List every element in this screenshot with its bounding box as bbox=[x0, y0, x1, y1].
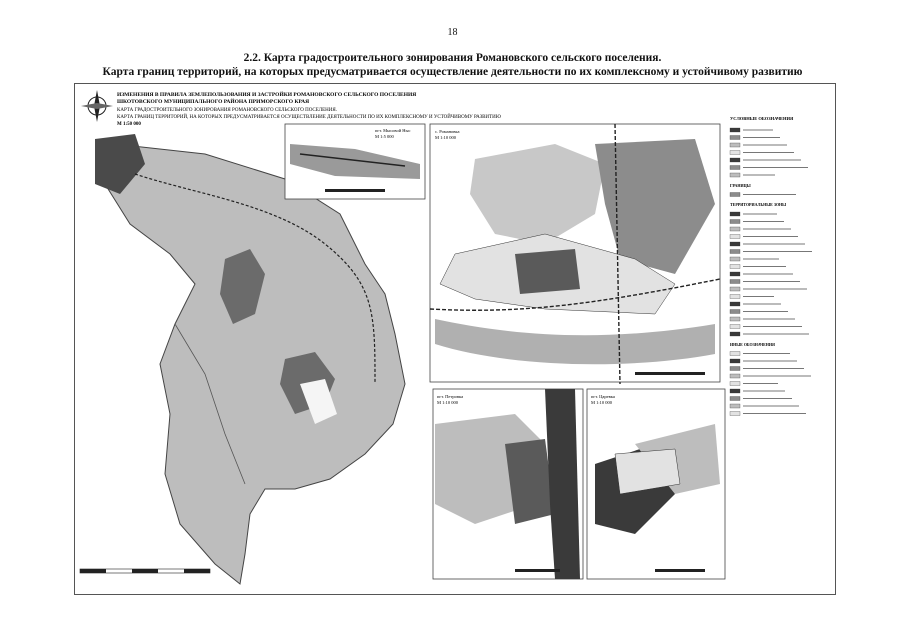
inset-tsarevka-scale: М 1:10 000 bbox=[591, 400, 613, 405]
legend-swatch bbox=[730, 242, 740, 246]
map-header-line-1: ИЗМЕНЕНИЯ В ПРАВИЛА ЗЕМЛЕПОЛЬЗОВАНИЯ И ЗАСТРОЙКИ РОМАНОВСКОГО СЕЛЬСКОГО ПОСЕЛЕНИЯ bbox=[117, 92, 417, 98]
inset-mysovoy bbox=[285, 124, 425, 199]
legend-section-borders: ГРАНИЦЫ bbox=[730, 183, 751, 188]
inset-tsarevka-label: пгт. Царевка bbox=[591, 394, 615, 399]
legend-swatch bbox=[730, 257, 740, 261]
legend-swatch bbox=[730, 166, 740, 170]
map-header-line-3: КАРТА ГРАДОСТРОИТЕЛЬНОГО ЗОНИРОВАНИЯ РОМАНОВСКОГО СЕЛЬСКОГО ПОСЕЛЕНИЯ. bbox=[117, 108, 337, 113]
inset-romanovka-label: с. Романовка bbox=[435, 129, 460, 134]
inset-mysovoy-label: пгт. Мысовой Ныс bbox=[375, 128, 411, 133]
legend-swatch bbox=[730, 374, 740, 378]
inset-petrovka-label: пгт. Петровка bbox=[437, 394, 464, 399]
legend-swatch bbox=[730, 272, 740, 276]
settlement-boundary bbox=[105, 144, 405, 584]
compass-icon bbox=[81, 90, 113, 122]
legend-swatch bbox=[730, 212, 740, 216]
legend-swatch bbox=[730, 158, 740, 162]
legend-section-zones: ТЕРРИТОРИАЛЬНЫЕ ЗОНЫ bbox=[730, 202, 787, 207]
legend-swatch bbox=[730, 325, 740, 329]
legend-swatch bbox=[730, 265, 740, 269]
legend-swatch bbox=[730, 220, 740, 224]
map-header-line-4: КАРТА ГРАНИЦ ТЕРРИТОРИЙ, НА КОТОРЫХ ПРЕДУСМАТРИВАЕТСЯ ОСУЩЕСТВЛЕНИЕ ДЕЯТЕЛЬНОСТИ ПО ИХ КОМПЛЕКСНОМУ И УСТОЙЧИВОМУ РАЗВИТИЮ bbox=[117, 115, 501, 120]
legend-swatch bbox=[730, 359, 740, 363]
inset-romanovka-scale: М 1:10 000 bbox=[435, 135, 457, 140]
legend-swatch bbox=[730, 317, 740, 321]
legend-swatch bbox=[730, 173, 740, 177]
legend-section-other: ИНЫЕ ОБОЗНАЧЕНИЯ bbox=[730, 342, 775, 347]
legend-swatch bbox=[730, 287, 740, 291]
legend-swatch bbox=[730, 128, 740, 132]
legend-swatch bbox=[730, 235, 740, 239]
legend-swatch bbox=[730, 404, 740, 408]
legend-swatch bbox=[730, 389, 740, 393]
legend-swatch bbox=[730, 310, 740, 314]
legend-title: УСЛОВНЫЕ ОБОЗНАЧЕНИЯ bbox=[730, 116, 794, 121]
inset-romanovka bbox=[430, 124, 720, 384]
legend-swatch bbox=[730, 280, 740, 284]
page-title-line-1: 2.2. Карта градостроительного зонирования Романовского сельского поселения. bbox=[243, 52, 662, 64]
legend-swatch bbox=[730, 332, 740, 336]
inset-tsarevka bbox=[587, 389, 725, 579]
page-number: 18 bbox=[447, 27, 458, 38]
legend-swatch bbox=[730, 412, 740, 416]
legend-swatch bbox=[730, 302, 740, 306]
legend-swatch bbox=[730, 367, 740, 371]
legend-swatch bbox=[730, 193, 740, 197]
legend-swatch bbox=[730, 295, 740, 299]
inset-petrovka bbox=[433, 389, 583, 579]
main-map bbox=[80, 134, 405, 584]
legend-swatch bbox=[730, 136, 740, 140]
legend-swatch bbox=[730, 382, 740, 386]
inset-mysovoy-scale: М 1:5 000 bbox=[375, 134, 394, 139]
legend bbox=[730, 116, 812, 416]
legend-swatch bbox=[730, 250, 740, 254]
legend-swatch bbox=[730, 143, 740, 147]
legend-swatch bbox=[730, 397, 740, 401]
legend-swatch bbox=[730, 227, 740, 231]
zoning-map bbox=[75, 84, 835, 594]
map-header-line-2: ШКОТОВСКОГО МУНИЦИПАЛЬНОГО РАЙОНА ПРИМОРСКОГО КРАЯ bbox=[117, 99, 310, 105]
legend-swatch bbox=[730, 151, 740, 155]
legend-swatch bbox=[730, 352, 740, 356]
inset-petrovka-scale: М 1:10 000 bbox=[437, 400, 459, 405]
page-title-line-2: Карта границ территорий, на которых предусматривается осуществление деятельности по их комплексному и устойчивому развитию bbox=[102, 66, 803, 78]
map-header-scale: М 1:50 000 bbox=[117, 122, 141, 127]
map-sheet bbox=[74, 83, 836, 595]
